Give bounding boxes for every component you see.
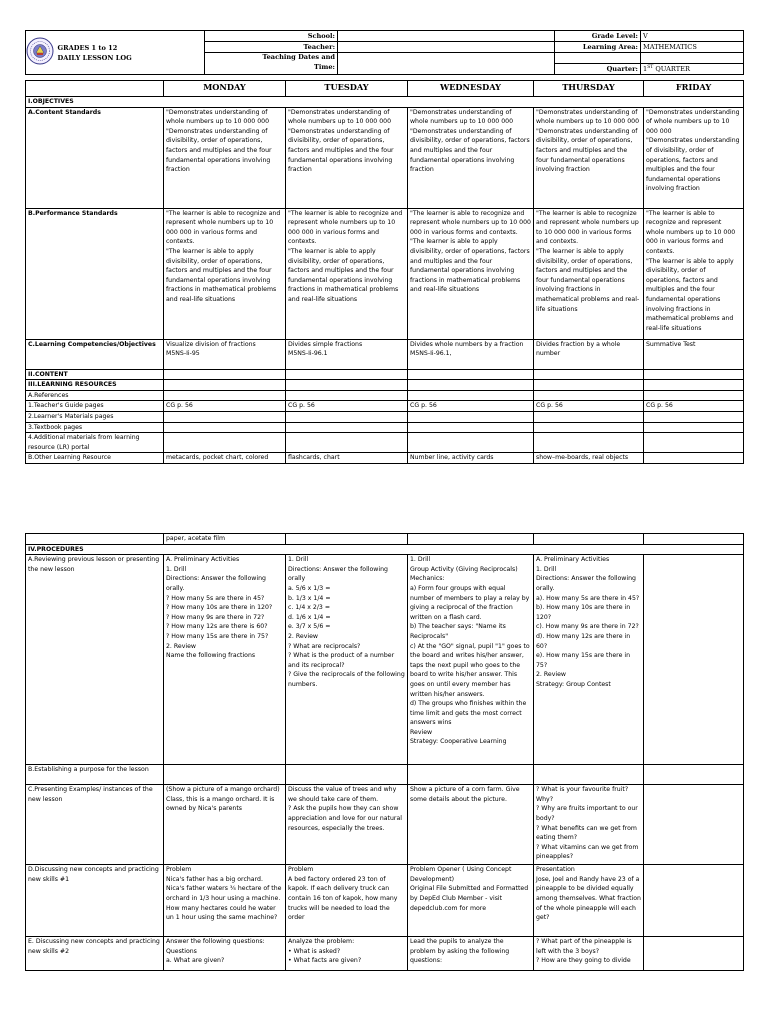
learners-materials-tuesday[interactable] [286,411,408,422]
learners-materials-row [26,411,744,422]
other-resource-continued-thursday[interactable] [534,534,644,545]
lesson-log-table-page-2 [25,533,744,971]
textbook-friday[interactable] [644,422,744,433]
additional-thursday[interactable] [534,433,644,453]
additional-monday[interactable] [164,433,286,453]
purpose-thursday[interactable] [534,765,644,785]
quarter-value[interactable] [641,64,744,75]
other-resource-continued-row [26,534,744,545]
teachers-guide-label: 1.Teacher's Guide pages [26,401,164,412]
quarter-label: Quarter: [555,64,641,75]
resources-monday [164,380,286,391]
reviewing-friday[interactable] [644,555,744,765]
additional-tuesday[interactable] [286,433,408,453]
learning-area-value[interactable]: MATHEMATICS [641,42,744,53]
discussing-1-friday[interactable] [644,865,744,937]
additional-materials-label: 4.Additional materials from learning resource (LR) portal [26,433,164,453]
discussing-2-thursday[interactable]: ? What part of the pineapple is left with the 3 boys? ? How are they going to divide [534,937,644,971]
content-friday[interactable] [644,369,744,380]
teachers-guide-row [26,401,744,412]
reviewing-monday[interactable]: A. Preliminary Activities 1. Drill Directions: Answer the following orally. ? How many 5s are there in 45? ? How many 10s are there in 120? ? How many 9s are there in 72? ? How many 12s are there is 60? ? How many 15s are there in 75? 2. Review Name the following fractions [164,555,286,765]
objectives-heading: I.OBJECTIVES [26,97,744,108]
deped-seal-icon [26,37,54,65]
discussing-1-wednesday[interactable]: Problem Opener ( Using Concept Development) Original File Submitted and Formatted by DepEd Club Member - visit depedclub.com for more [408,865,534,937]
teaching-dates-line-1: Teaching Dates and [262,53,335,61]
reviewing-row [26,555,744,765]
performance-standards-thursday[interactable]: "The learner is able to recognize and represent whole numbers up to 10 000 000 in various forms and contexts. "The learner is able to apply divisibility, order of operations, factors and multiples and the four fundamental operations involving fractions in mathematical problems and real-life situations [534,208,644,339]
title-line-2: DAILY LESSON LOG [57,53,132,62]
learners-materials-thursday[interactable] [534,411,644,422]
references-thursday [534,390,644,401]
other-resource-row [26,453,744,464]
teachers-guide-friday[interactable]: CG p. 56 [644,401,744,412]
content-standards-thursday[interactable]: "Demonstrates understanding of whole numbers up to 10 000 000 "Demonstrates understanding of divisibility, order of operations, factors and multiples and the four fundamental operations involving fraction [534,107,644,208]
presenting-tuesday[interactable]: Discuss the value of trees and why we should take care of them. ? Ask the pupils how they can show appreciation and love for our natural resources, especially the trees. [286,785,408,865]
dll-title [56,31,205,75]
teacher-label: Teacher: [205,42,338,53]
competencies-tuesday[interactable]: Divides simple fractions M5NS-Ii-96.1 [286,339,408,369]
content-standards-row [26,107,744,208]
textbook-wednesday[interactable] [408,422,534,433]
competencies-label: C.Learning Competencies/Objectives [26,339,164,369]
discussing-1-label: D.Discussing new concepts and practicing new skills #1 [26,865,164,937]
performance-standards-tuesday[interactable]: "The learner is able to recognize and represent whole numbers up to 10 000 000 in various forms and contexts. "The learner is able to apply divisibility, order of operations, factors and multiples and the four fundamental operations involving fractions in mathematical problems and real-life situations [286,208,408,339]
purpose-wednesday[interactable] [408,765,534,785]
other-resource-thursday[interactable]: show–me-boards, real objects [534,453,644,464]
other-resource-continued-label [26,534,164,545]
competencies-thursday[interactable]: Divides fraction by a whole number [534,339,644,369]
additional-friday[interactable] [644,433,744,453]
teaching-dates-label [205,53,338,75]
learners-materials-friday[interactable] [644,411,744,422]
resources-row [26,380,744,391]
discussing-2-wednesday[interactable]: Lead the pupils to analyze the problem by asking the following questions: [408,937,534,971]
presenting-monday[interactable]: (Show a picture of a mango orchard) Class, this is a mango orchard. It is owned by Nica's parents [164,785,286,865]
reviewing-wednesday[interactable]: 1. Drill Group Activity (Giving Reciprocals) Mechanics: a) Form four groups with equal number of members to play a relay by giving a reciprocal of the fraction written on a flash card. b) The teacher says: "Name its Reciprocals" c) At the "GO" signal, pupil "1" goes to the board and writes his/her answer, taps the next pupil who goes to the board to write his/her answer. This goes on until every member has written his/her answers. d) The groups who finishes within the time limit and gets the most correct answers wins Review Strategy: Cooperative Learning [408,555,534,765]
title-line-1: GRADES 1 to 12 [57,43,118,52]
content-standards-wednesday[interactable]: "Demonstrates understanding of whole numbers up to 10 000 000 "Demonstrates understanding of divisibility, order of operations, factors and multiples and the four fundamental operations involving fraction [408,107,534,208]
day-header-row [26,81,744,97]
discussing-1-tuesday[interactable]: Problem A bed factory ordered 23 ton of kapok. If each delivery truck can contain 16 ton of kapok, how many trucks will be needed to load the order [286,865,408,937]
performance-standards-label: B.Performance Standards [26,208,164,339]
discussing-2-friday[interactable] [644,937,744,971]
additional-materials-row [26,433,744,453]
discussing-2-tuesday[interactable]: Analyze the problem: • What is asked? • What facts are given? [286,937,408,971]
quarter-suffix: ST [647,64,654,70]
references-tuesday [286,390,408,401]
other-resource-label: B.Other Learning Resource [26,453,164,464]
content-standards-tuesday[interactable]: "Demonstrates understanding of whole numbers up to 10 000 000 "Demonstrates understanding of divisibility, order of operations, factors and multiples and the four fundamental operations involving fraction [286,107,408,208]
discussing-2-row [26,937,744,971]
other-resource-continued-friday[interactable] [644,534,744,545]
other-resource-tuesday[interactable]: flashcards, chart [286,453,408,464]
teachers-guide-wednesday[interactable]: CG p. 56 [408,401,534,412]
textbook-thursday[interactable] [534,422,644,433]
discussing-1-thursday[interactable]: Presentation Jose, Joel and Randy have 23 of a pineapple to be divided equally among themselves. What fraction of the whole pineapple will each get? [534,865,644,937]
presenting-label: C.Presenting Examples/ instances of the new lesson [26,785,164,865]
school-label: School: [205,31,338,42]
other-resource-wednesday[interactable]: Number line, activity cards [408,453,534,464]
competencies-friday[interactable]: Summative Test [644,339,744,369]
day-tuesday: TUESDAY [286,81,408,97]
competencies-monday[interactable]: Visualize division of fractions M5NS-Ii-95 [164,339,286,369]
header-blank-value [641,53,744,64]
competencies-wednesday[interactable]: Divides whole numbers by a fraction M5NS-Ii-96.1, [408,339,534,369]
content-thursday[interactable] [534,369,644,380]
procedures-heading: IV.PROCEDURES [26,544,744,555]
content-wednesday[interactable] [408,369,534,380]
deped-seal-cell [26,31,56,75]
other-resource-continued-wednesday[interactable] [408,534,534,545]
performance-standards-friday[interactable]: "The learner is able to recognize and represent whole numbers up to 10 000 000 in various forms and contexts. "The learner is able to apply divisibility, order of operations, factors and multiples and the four fundamental operations involving fractions in mathematical problems and real-life situations [644,208,744,339]
discussing-2-label: E. Discussing new concepts and practicing new skills #2 [26,937,164,971]
quarter-number: 1 [643,65,648,73]
presenting-thursday[interactable]: ? What is your favourite fruit? Why? ? Why are fruits important to our body? ? What benefits can we get from eating them? ? What vitamins can we get from pineapples? [534,785,644,865]
resources-friday [644,380,744,391]
presenting-row [26,785,744,865]
competencies-row [26,339,744,369]
references-label: A.References [26,390,164,401]
objectives-row [26,97,744,108]
grade-level-value[interactable]: V [641,31,744,42]
teachers-guide-monday[interactable]: CG p. 56 [164,401,286,412]
textbook-tuesday[interactable] [286,422,408,433]
learners-materials-monday[interactable] [164,411,286,422]
lesson-log-table-page-1 [25,80,744,464]
performance-standards-monday[interactable]: "The learner is able to recognize and represent whole numbers up to 10 000 000 in various forms and contexts. "The learner is able to apply divisibility, order of operations, factors and multiples and the four fundamental operations involving fractions in mathematical problems and real-life situations [164,208,286,339]
discussing-1-row [26,865,744,937]
content-standards-friday[interactable]: "Demonstrates understanding of whole numbers up to 10 000 000 "Demonstrates understanding of divisibility, order of operations, factors and multiples and the four fundamental operations involving fraction [644,107,744,208]
presenting-wednesday[interactable]: Show a picture of a corn farm. Give some details about the picture. [408,785,534,865]
other-resource-continued-monday[interactable]: paper, acetate film [164,534,286,545]
reviewing-label: A.Reviewing previous lesson or presenting the new lesson [26,555,164,765]
teachers-guide-thursday[interactable]: CG p. 56 [534,401,644,412]
purpose-row [26,765,744,785]
textbook-monday[interactable] [164,422,286,433]
content-standards-label: A.Content Standards [26,107,164,208]
quarter-word: QUARTER [653,65,690,73]
discussing-1-monday[interactable]: Problem Nica's father has a big orchard. Nica's father waters ¾ hectare of the orchard in 1/3 hour using a machine. How many hectares could he water un 1 hour using the same machine? [164,865,286,937]
references-wednesday [408,390,534,401]
teacher-value[interactable] [338,42,555,53]
purpose-label: B.Establishing a purpose for the lesson [26,765,164,785]
day-thursday: THURSDAY [534,81,644,97]
resources-wednesday [408,380,534,391]
procedures-row [26,544,744,555]
performance-standards-wednesday[interactable]: "The learner is able to recognize and represent whole numbers up to 10 000 000 in various forms and contexts. "The learner is able to apply divisibility, order of operations, factors and multiples and the four fundamental operations involving fractions in mathematical problems and real-life situations [408,208,534,339]
reviewing-tuesday[interactable]: 1. Drill Directions: Answer the following orally a. 5/6 x 1/3 = b. 1/3 x 1/4 = c. 1/4 x 2/3 = d. 1/6 x 1/4 = e. 3/7 x 5/6 = 2. Review ? What are reciprocals? ? What is the product of a number and its reciprocal? ? Give the reciprocals of the following numbers. [286,555,408,765]
references-friday [644,390,744,401]
references-monday [164,390,286,401]
textbook-row [26,422,744,433]
content-row [26,369,744,380]
references-row [26,390,744,401]
presenting-friday[interactable] [644,785,744,865]
teaching-dates-line-2: Time: [313,62,335,71]
resources-tuesday [286,380,408,391]
purpose-friday[interactable] [644,765,744,785]
other-resource-monday[interactable]: metacards, pocket chart, colored [164,453,286,464]
resources-thursday [534,380,644,391]
learners-materials-label: 2.Learner's Materials pages [26,411,164,422]
header-blank-label [555,53,641,64]
header-table [25,30,744,75]
learning-area-label: Learning Area: [555,42,641,53]
teachers-guide-tuesday[interactable]: CG p. 56 [286,401,408,412]
textbook-label: 3.Textbook pages [26,422,164,433]
discussing-2-monday[interactable]: Answer the following questions: Questions a. What are given? [164,937,286,971]
resources-label: III.LEARNING RESOURCES [26,380,164,391]
other-resource-continued-tuesday[interactable] [286,534,408,545]
grade-level-label: Grade Level: [555,31,641,42]
purpose-monday[interactable] [164,765,286,785]
purpose-tuesday[interactable] [286,765,408,785]
content-tuesday[interactable] [286,369,408,380]
content-label: II.CONTENT [26,369,164,380]
day-monday: MONDAY [164,81,286,97]
school-value[interactable] [338,31,555,42]
day-friday: FRIDAY [644,81,744,97]
corner-cell [26,81,164,97]
performance-standards-row [26,208,744,339]
learners-materials-wednesday[interactable] [408,411,534,422]
teaching-dates-value[interactable] [338,53,555,75]
content-monday[interactable] [164,369,286,380]
day-wednesday: WEDNESDAY [408,81,534,97]
reviewing-thursday[interactable]: A. Preliminary Activities 1. Drill Directions: Answer the following orally. a). How many 5s are there in 45? b). How many 10s are there in 120? c). How many 9s are there in 72? d). How many 12s are there in 60? e). How many 15s are there in 75? 2. Review Strategy: Group Contest [534,555,644,765]
content-standards-monday[interactable]: "Demonstrates understanding of whole numbers up to 10 000 000 "Demonstrates understanding of divisibility, order of operations, factors and multiples and the four fundamental operations involving fraction [164,107,286,208]
additional-wednesday[interactable] [408,433,534,453]
other-resource-friday[interactable] [644,453,744,464]
